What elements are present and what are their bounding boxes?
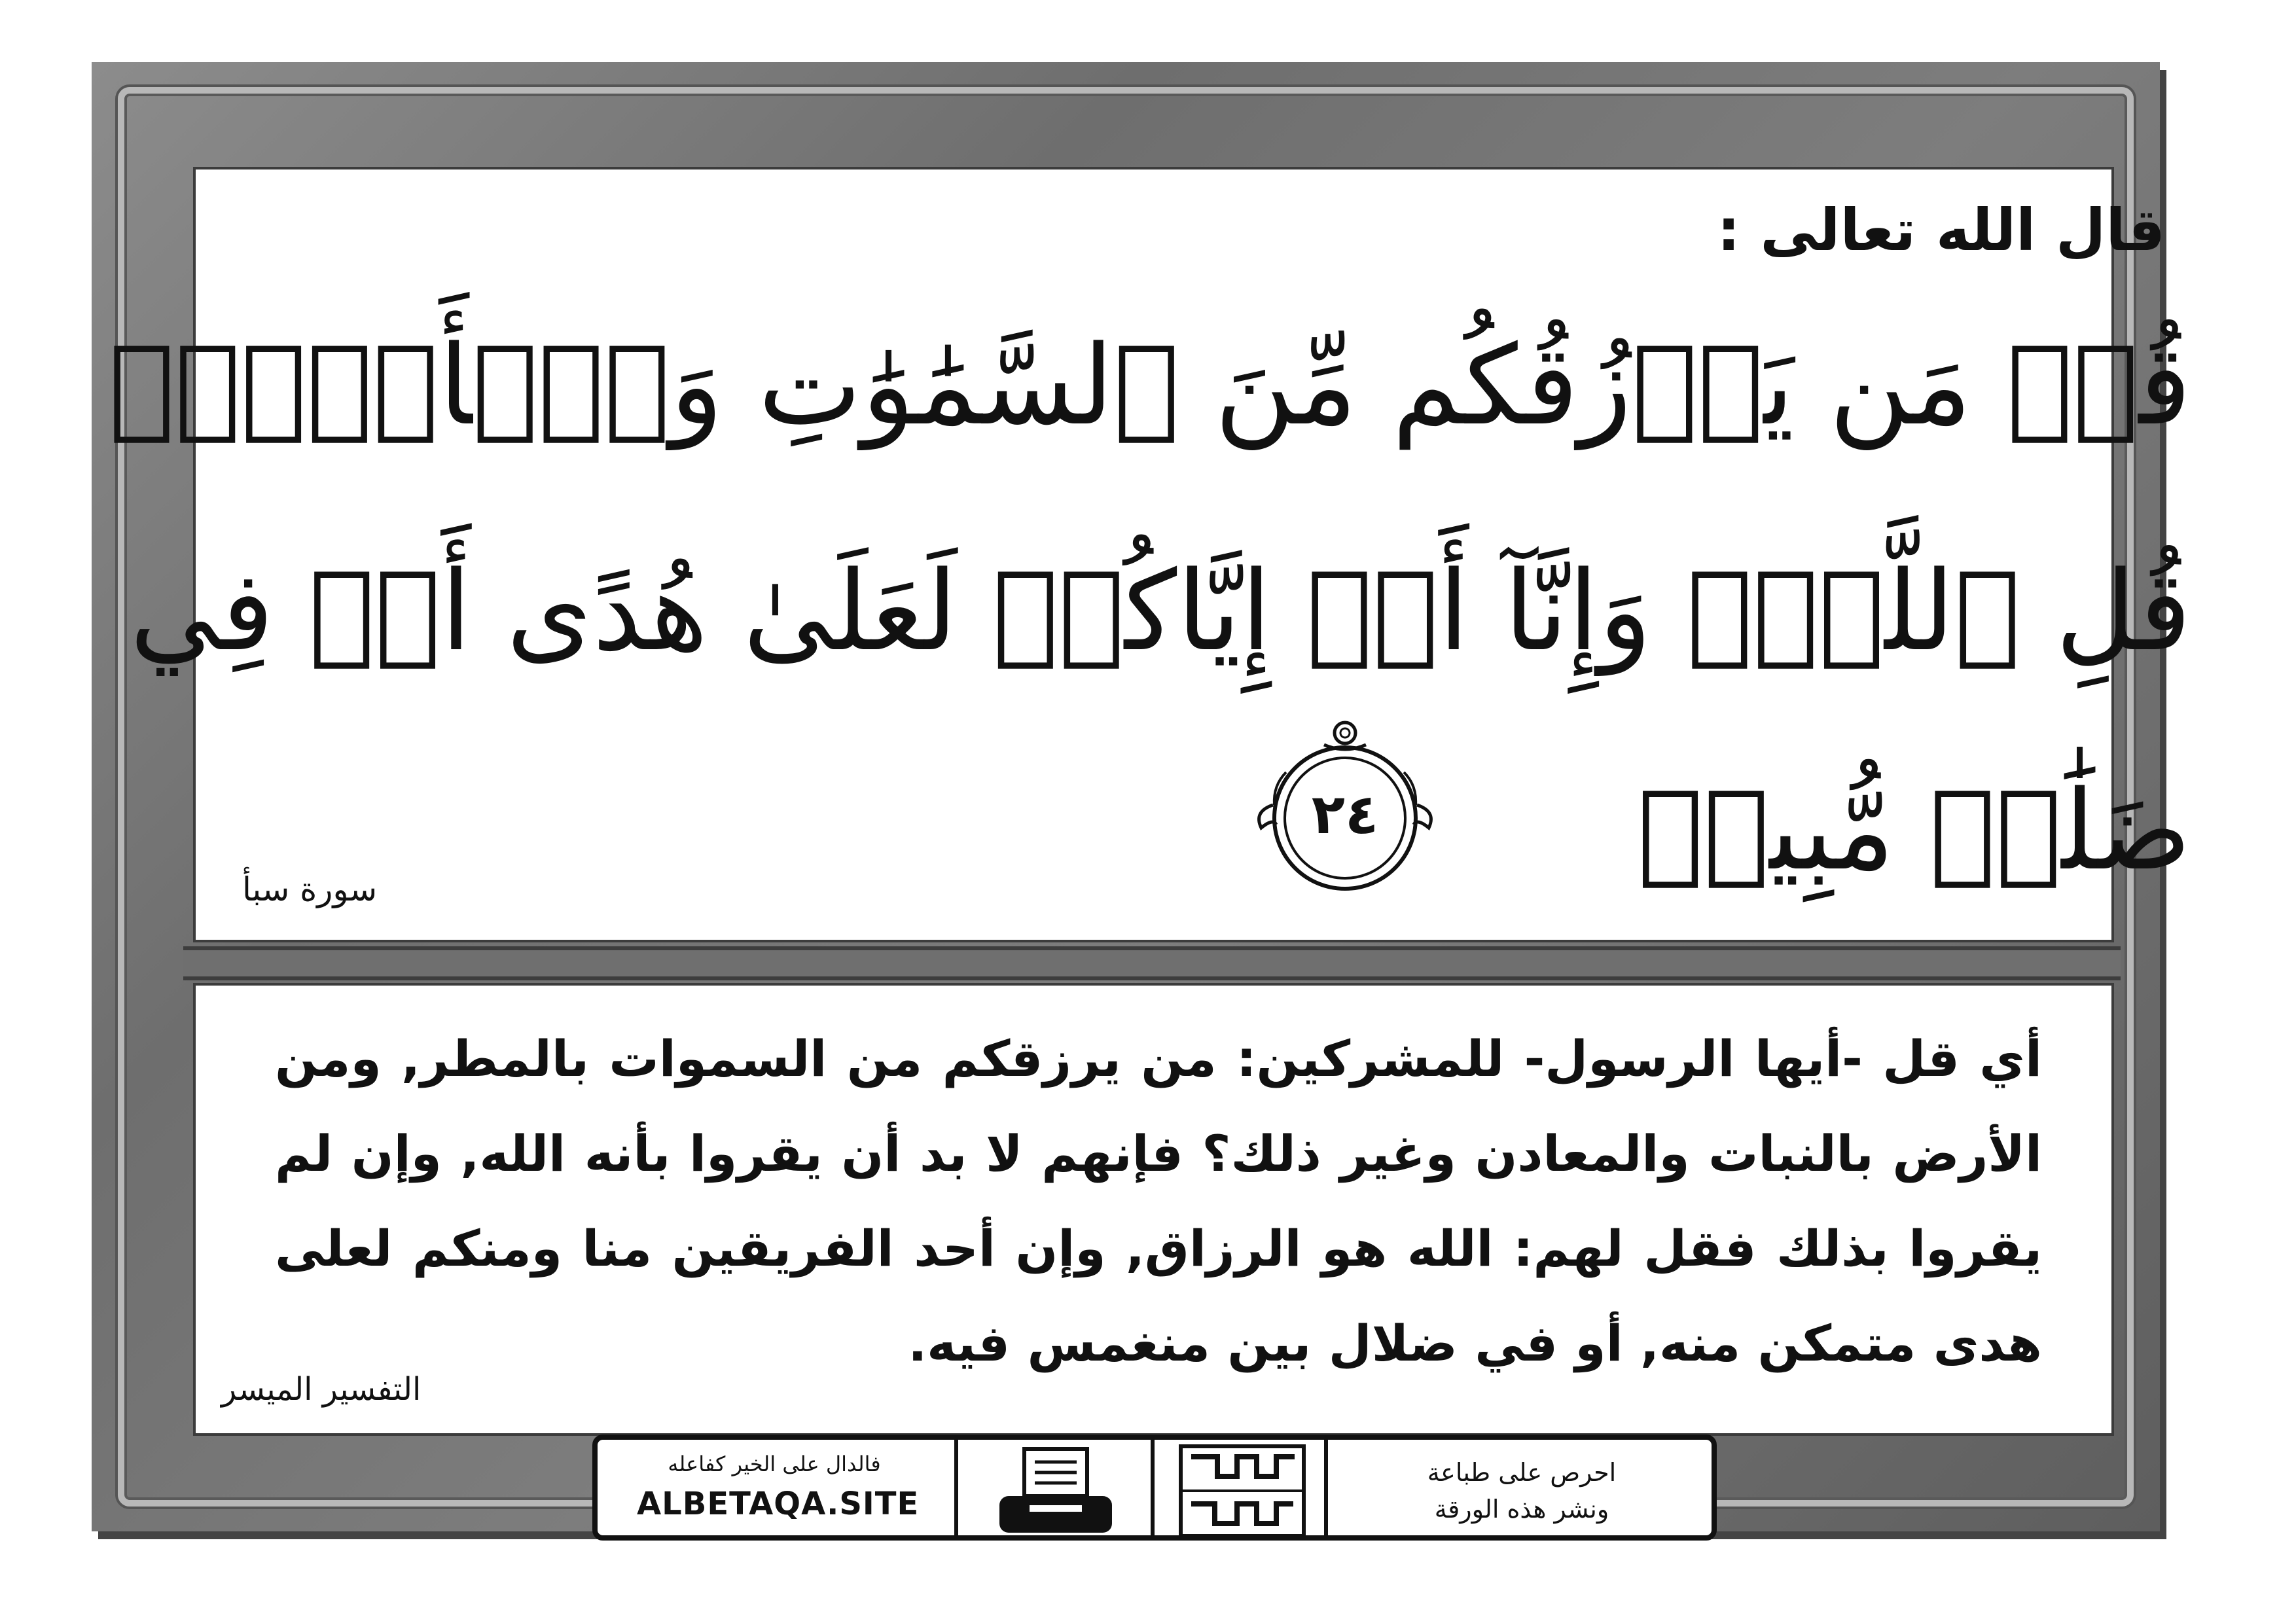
footer-site-block bbox=[637, 1452, 920, 1522]
section-divider bbox=[183, 946, 2121, 980]
tafsir-text: أي قل -أيها الرسول- للمشركين: من يرزقكم من السموات بالمطر, ومن الأرض بالنبات والمعادن وغير ذلك؟ فإنهم لا بد أن يقروا بأنه الله, وإن لم يقروا بذلك فقل لهم: الله هو الرزاق, وإن أحد الفريقين منا ومنكم لعلى هدى متمكن منه, أو في ضلال بين منغمس فيه. bbox=[275, 1029, 2042, 1372]
footer-note-line-2: ونشر هذه الورقة bbox=[1434, 1495, 1609, 1524]
printer-icon bbox=[990, 1445, 1121, 1537]
intro-heading: قال الله تعالى : bbox=[1717, 196, 2165, 264]
verse-line-3: ضَلَٰلٖ مُّبِينٖ bbox=[1637, 766, 2191, 895]
dawah-logo-icon bbox=[1177, 1444, 1308, 1539]
ayah-number-marker bbox=[1247, 713, 1443, 910]
verse-line-1: قُلۡ مَن يَرۡزُقُكُم مِّنَ ٱلسَّمَٰوَٰتِ وَٱلۡأَرۡضِۖ bbox=[109, 321, 2191, 450]
tafsir-source: التفسير الميسر bbox=[221, 1371, 422, 1408]
footer-separator-2 bbox=[1151, 1440, 1155, 1535]
footer-banner bbox=[592, 1435, 1717, 1541]
footer-separator-3 bbox=[1324, 1440, 1328, 1535]
ayah-number: ٢٤ bbox=[1311, 782, 1379, 846]
surah-name: سورة سبأ bbox=[242, 870, 378, 908]
footer-tagline: فالدال على الخير كفاعله bbox=[668, 1452, 881, 1476]
footer-note bbox=[1378, 1454, 1666, 1527]
verse-line-2: قُلِ ٱللَّهُۖ وَإِنَّآ أَوۡ إِيَّاكُمۡ لَعَلَىٰ هُدًى أَوۡ فِي bbox=[130, 547, 2191, 675]
footer-site-link[interactable]: ALBETAQA.SITE bbox=[637, 1486, 920, 1522]
footer-separator bbox=[954, 1440, 958, 1535]
footer-note-line-1: احرص على طباعة bbox=[1427, 1458, 1617, 1487]
